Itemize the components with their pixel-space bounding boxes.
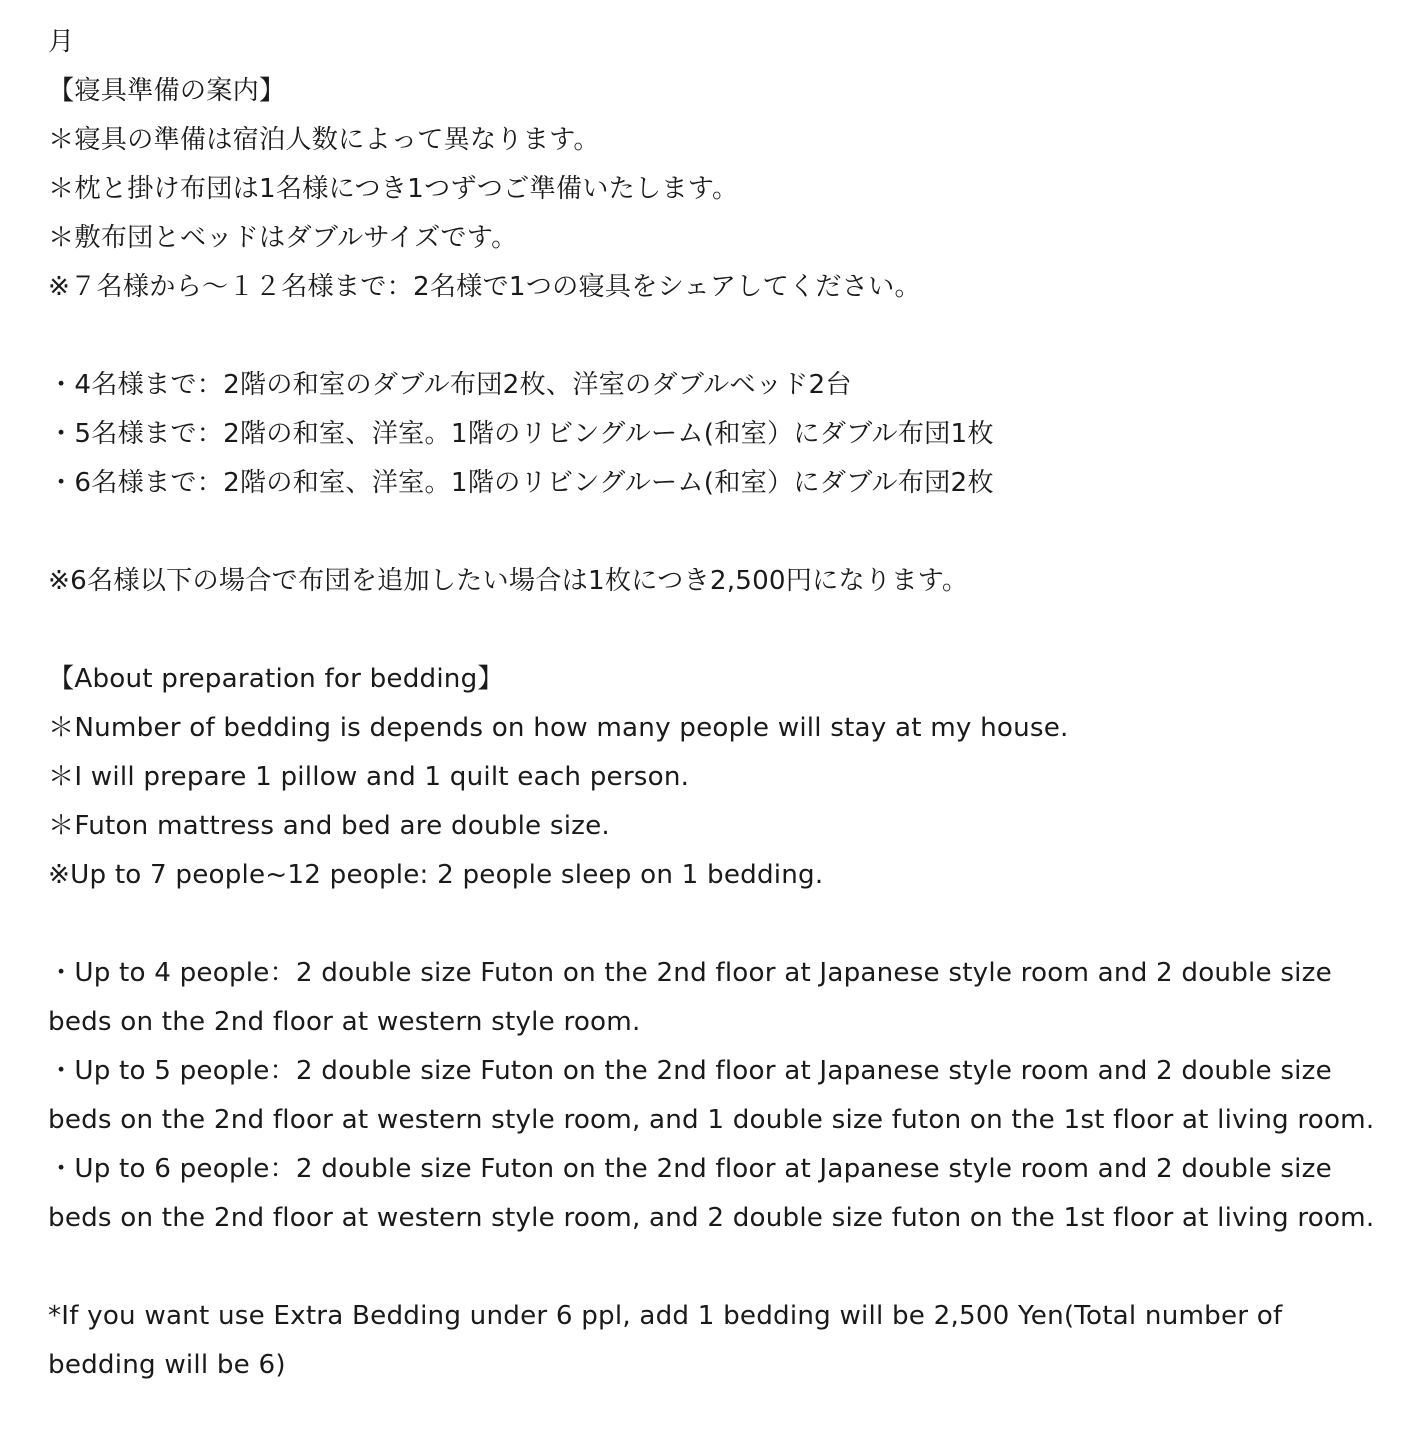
jp-tier-item: ・4名様まで：2階の和室のダブル布団2枚、洋室のダブルベッド2台 — [48, 370, 852, 400]
en-extra-bedding-note-line: bedding will be 6) — [48, 1350, 286, 1380]
spacer — [48, 508, 1388, 557]
en-extra-bedding-note-line: *If you want use Extra Bedding under 6 ppl, add 1 bedding will be 2,500 Yen(Total number of — [48, 1301, 1283, 1331]
spacer — [48, 900, 1388, 949]
jp-note: ＊枕と掛け布団は1名様につき1つずつご準備いたします。 — [48, 174, 739, 204]
jp-sharing-note: ※７名様から～１２名様まで：2名様で1つの寝具をシェアしてください。 — [48, 272, 921, 302]
jp-note: ＊寝具の準備は宿泊人数によって異なります。 — [48, 125, 600, 155]
jp-extra-bedding-note: ※6名様以下の場合で布団を追加したい場合は1枚につき2,500円になります。 — [48, 566, 969, 596]
en-tier-item-line: beds on the 2nd floor at western style room, and 1 double size futon on the 1st floor at living room. — [48, 1105, 1375, 1135]
spacer — [48, 1243, 1388, 1292]
spacer — [48, 312, 1388, 361]
en-sharing-note: ※Up to 7 people~12 people: 2 people sleep on 1 bedding. — [48, 860, 824, 890]
en-tier-item-line: beds on the 2nd floor at western style room, and 2 double size futon on the 1st floor at living room. — [48, 1203, 1375, 1233]
en-tier-item-line: ・Up to 4 people：2 double size Futon on the 2nd floor at Japanese style room and 2 double size — [48, 958, 1332, 988]
jp-note: ＊敷布団とベッドはダブルサイズです。 — [48, 223, 518, 253]
en-section-title: 【About preparation for bedding】 — [48, 664, 504, 694]
jp-section-title: 【寝具準備の案内】 — [48, 76, 286, 106]
en-tier-item-line: beds on the 2nd floor at western style room. — [48, 1007, 641, 1037]
en-note: ＊Number of bedding is depends on how many people will stay at my house. — [48, 713, 1069, 743]
en-note: ＊Futon mattress and bed are double size. — [48, 811, 610, 841]
en-tier-item-line: ・Up to 5 people：2 double size Futon on the 2nd floor at Japanese style room and 2 double size — [48, 1056, 1332, 1086]
spacer — [48, 606, 1388, 655]
jp-tier-item: ・6名様まで：2階の和室、洋室。1階のリビングルーム(和室）にダブル布団2枚 — [48, 468, 994, 498]
bedding-document — [48, 18, 1388, 1390]
month-heading: 月 — [48, 27, 75, 57]
en-note: ＊I will prepare 1 pillow and 1 quilt each person. — [48, 762, 690, 792]
jp-tier-item: ・5名様まで：2階の和室、洋室。1階のリビングルーム(和室）にダブル布団1枚 — [48, 419, 994, 449]
en-tier-item-line: ・Up to 6 people：2 double size Futon on the 2nd floor at Japanese style room and 2 double size — [48, 1154, 1332, 1184]
